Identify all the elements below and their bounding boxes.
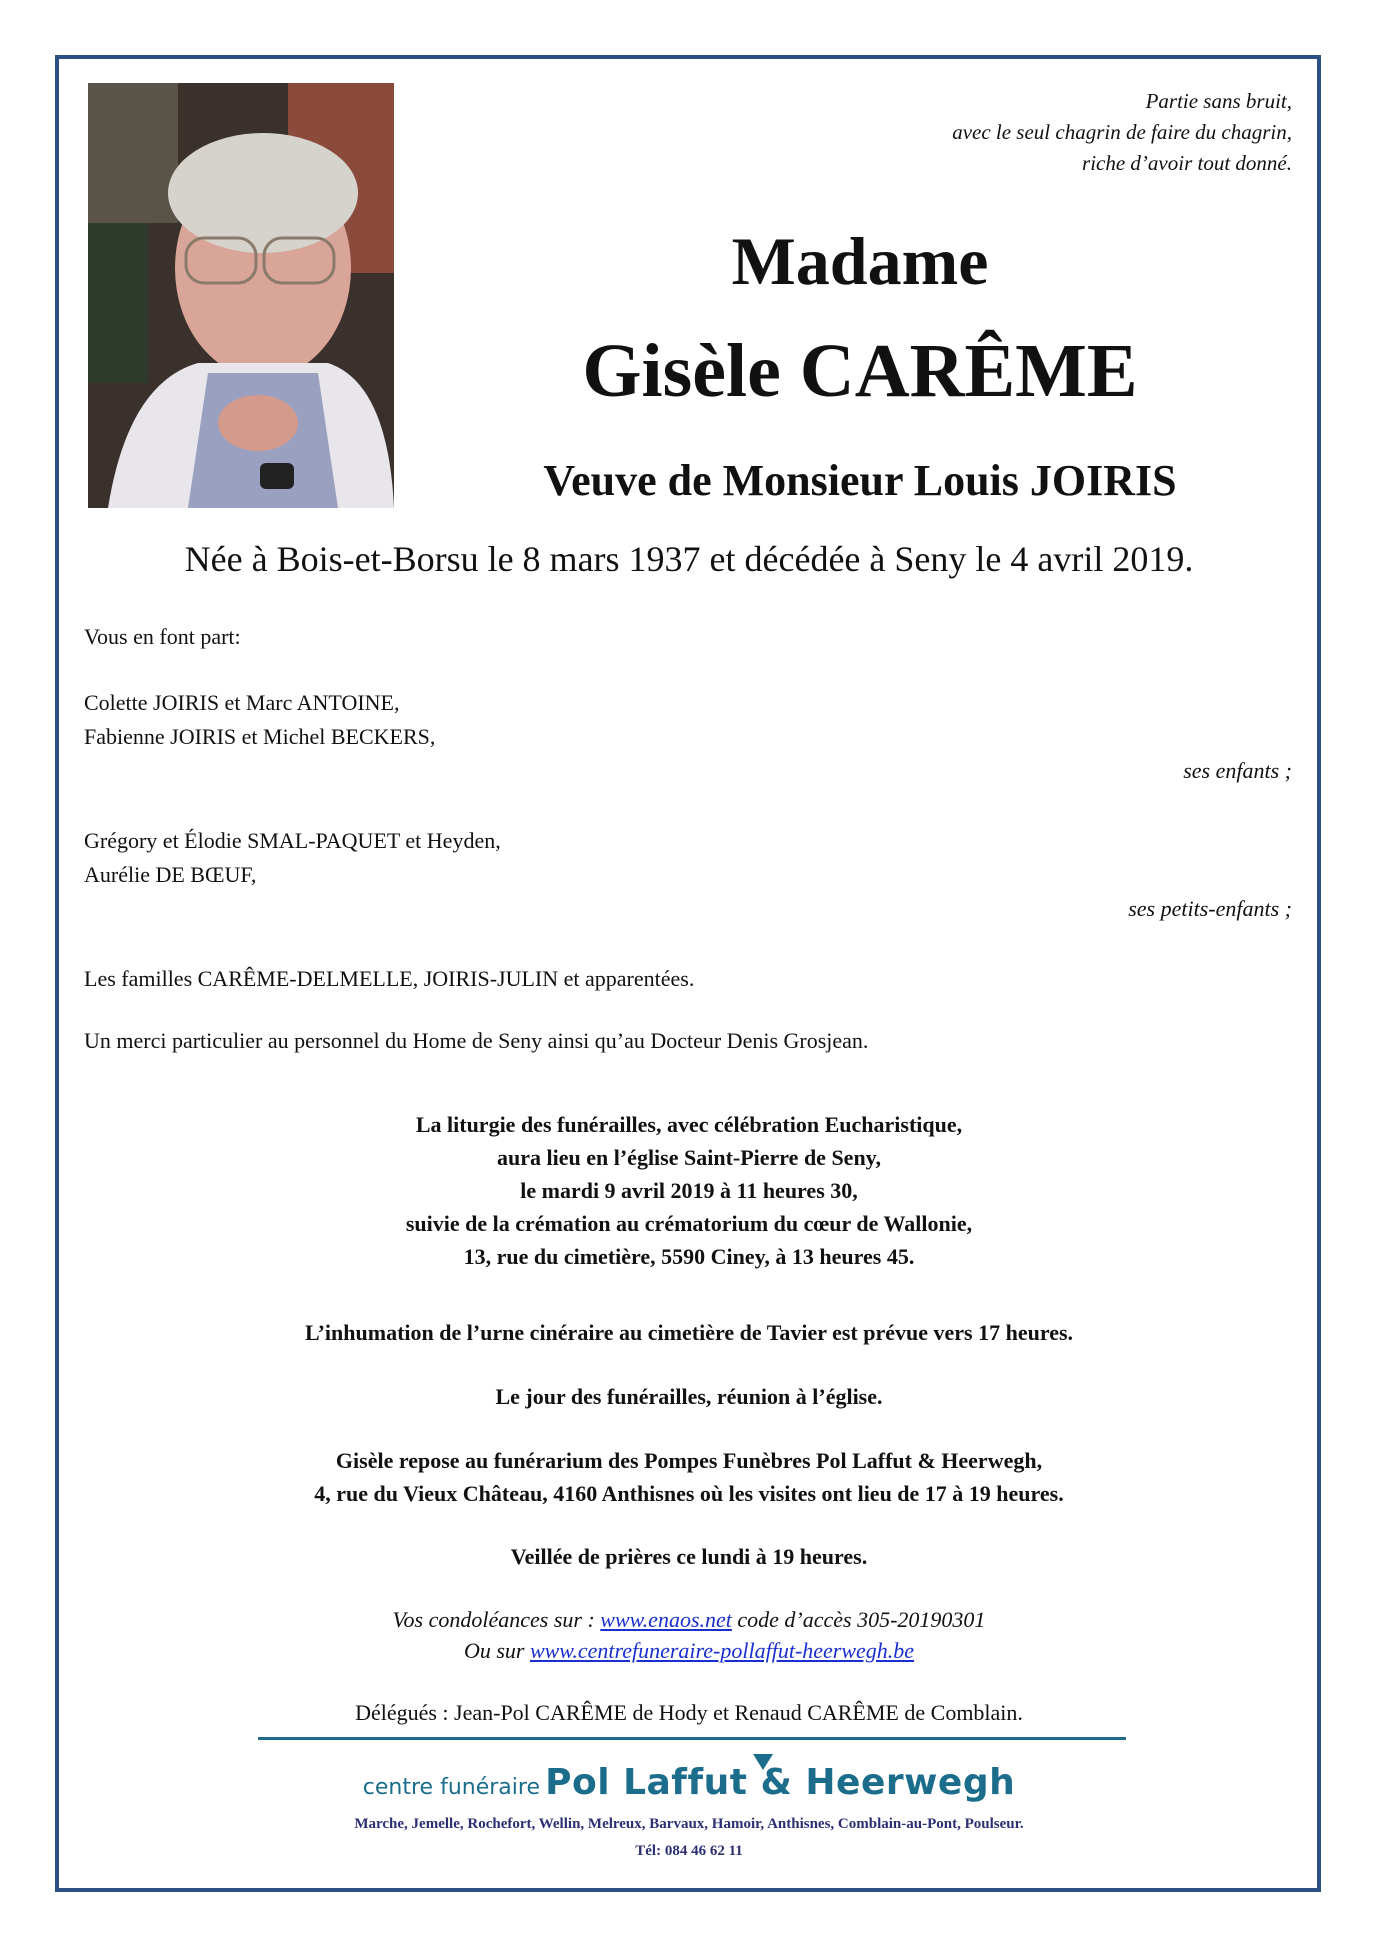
logo-locations: Marche, Jemelle, Rochefort, Wellin, Melreux, Barvaux, Hamoir, Anthisnes, Comblain-au-Pont, Poulseur. [354, 1816, 1024, 1832]
funeral-home-link[interactable]: www.centrefuneraire-pollaffut-heerwegh.be [529, 1638, 915, 1663]
portrait-photo [88, 83, 394, 508]
thanks-text: Un merci particulier au personnel du Home de Seny ainsi qu’au Docteur Denis Grosjean. [84, 1028, 869, 1053]
birth-death-line: Née à Bois-et-Borsu le 8 mars 1937 et décédée à Seny le 4 avril 2019. [184, 539, 1194, 579]
list-item: Fabienne JOIRIS et Michel BECKERS, [84, 724, 436, 749]
epitaph-quote [952, 86, 1292, 179]
vigil-text: Veillée de prières ce lundi à 19 heures. [510, 1544, 868, 1569]
delegates-text: Délégués : Jean-Pol CARÊME de Hody et Renaud CARÊME de Comblain. [355, 1700, 1023, 1725]
repose-block [60, 1444, 1318, 1510]
repose-line: Gisèle repose au funérarium des Pompes Funèbres Pol Laffut & Heerwegh, [335, 1448, 1043, 1473]
condolences-prefix: Vos condoléances sur : [392, 1607, 601, 1632]
list-item: Colette JOIRIS et Marc ANTOINE, [84, 690, 400, 715]
condolences-block [60, 1604, 1318, 1666]
ceremony-block [60, 1108, 1318, 1273]
footer-divider [258, 1737, 1126, 1740]
deceased-name: Gisèle CARÊME [582, 329, 1138, 413]
children-list [84, 686, 435, 754]
grandchildren-label: ses petits-enfants ; [1128, 896, 1292, 921]
ceremony-line: 13, rue du cimetière, 5590 Ciney, à 13 heures 45. [463, 1244, 915, 1269]
condolences-line [60, 1604, 1318, 1635]
condolences-line-2 [60, 1635, 1318, 1666]
logo-small-text: centre funéraire [362, 1775, 540, 1800]
title-madame: Madame [731, 223, 989, 299]
repose-line: 4, rue du Vieux Château, 4160 Anthisnes où les visites ont lieu de 17 à 19 heures. [314, 1481, 1064, 1506]
quote-line: avec le seul chagrin de faire du chagrin, [952, 120, 1292, 144]
logo-big-text: Pol Laffut & Heerwegh [545, 1762, 1016, 1803]
ceremony-line: La liturgie des funérailles, avec célébration Eucharistique, [415, 1112, 963, 1137]
funeral-home-logo [60, 1762, 1318, 1803]
grandchildren-list [84, 824, 501, 892]
condolences-or: Ou sur [463, 1638, 530, 1663]
quote-line: riche d’avoir tout donné. [1082, 151, 1292, 175]
ceremony-line: suivie de la crémation au crématorium du cœur de Wallonie, [405, 1211, 973, 1236]
intro-text: Vous en font part: [84, 624, 241, 649]
children-label: ses enfants ; [1183, 758, 1292, 783]
families-text: Les familles CARÊME-DELMELLE, JOIRIS-JULIN et apparentées. [84, 966, 695, 991]
inhumation-text: L’inhumation de l’urne cinéraire au cimetière de Tavier est prévue vers 17 heures. [304, 1320, 1074, 1345]
logo-phone: Tél: 084 46 62 11 [635, 1843, 743, 1859]
list-item: Grégory et Élodie SMAL-PAQUET et Heyden, [84, 828, 501, 853]
ceremony-line: aura lieu en l’église Saint-Pierre de Seny, [497, 1145, 881, 1170]
list-item: Aurélie DE BŒUF, [84, 862, 257, 887]
access-code: code d’accès 305-20190301 [731, 1607, 986, 1632]
enaos-link[interactable]: www.enaos.net [600, 1607, 732, 1632]
quote-line: Partie sans bruit, [1145, 89, 1292, 113]
triangle-icon [753, 1754, 773, 1770]
reunion-text: Le jour des funérailles, réunion à l’église. [495, 1384, 883, 1409]
ceremony-line: le mardi 9 avril 2019 à 11 heures 30, [520, 1178, 858, 1203]
widow-line: Veuve de Monsieur Louis JOIRIS [543, 456, 1177, 505]
